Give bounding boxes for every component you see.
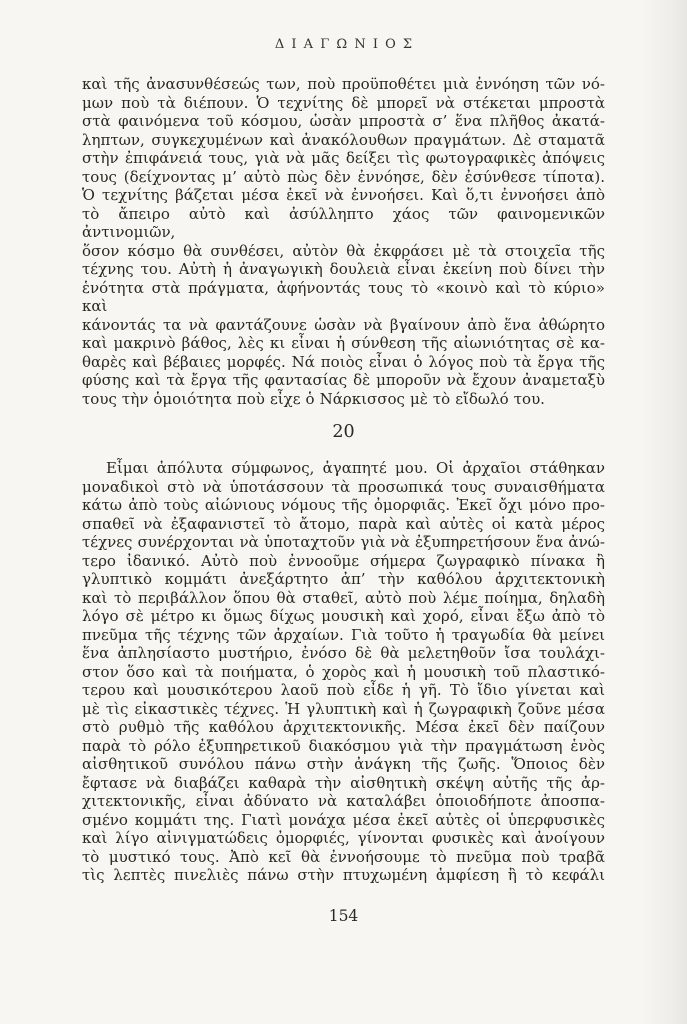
text-line: ληπτων, συγκεχυμένων καὶ ἀνακόλουθων πραγμάτων. Δὲ σταματᾶ	[82, 130, 605, 149]
text-line: ἕνα ἀπλησίαστο μυστήριο, ἐνόσο δὲ θὰ μελετηθοῦν ἴσα τουλάχι-	[82, 644, 605, 662]
text-line: ἔφτασε νὰ διαβάζει καθαρὰ τὴν αἰσθητικὴ σκέψη αὐτῆς τῆς ἀρ-	[82, 773, 605, 792]
text-line: Ὁ τεχνίτης βάζεται μέσα ἐκεῖ νὰ ἐννοήσει. Καὶ ὅ,τι ἐννοήσει ἀπὸ	[82, 186, 605, 204]
text-line: αἰσθητικοῦ συνόλου πάνω στὴν ἀνάγκη τῆς ζωῆς. Ὅποιος δὲν	[82, 755, 605, 773]
text-line: σμένο κομμάτι της. Γιατὶ μονάχα μέσα ἐκεῖ αὐτὲς οἱ ὑπερφυσικὲς	[82, 810, 605, 829]
text-line: στὸ ρυθμὸ τῆς καθόλου ἀρχιτεκτονικῆς. Μέσα ἐκεῖ δὲν παίζουν	[82, 718, 605, 736]
text-line: τους τὴν ὁμοιότητα ποὺ εἶχε ὁ Νάρκισσος μὲ τὸ εἴδωλό του.	[82, 389, 545, 408]
text-line: καὶ τὸ περιβάλλον ὅπου θὰ σταθεῖ, αὐτὸ ποὺ λέμε ποίημα, δηλαδὴ	[82, 588, 605, 607]
text-line: τερου καὶ μουσικότερου λαοῦ ποὺ εἶδε ἡ γῆ. Τὸ ἴδιο γίνεται καὶ	[82, 681, 605, 699]
paragraph-continuation	[82, 75, 605, 408]
text-line: τὸ μυστικό τους. Ἀπὸ κεῖ θὰ ἐννοήσουμε τὸ πνεῦμα ποὺ τραβᾶ	[82, 847, 605, 866]
text-line: τέχνης του. Αὐτὴ ἡ ἀναγωγικὴ δουλειὰ εἶναι ἐκείνη ποὺ δίνει τὴν	[82, 260, 605, 278]
text-line: ἑνότητα στὰ πράγματα, ἀφήνοντάς τους τὸ «κοινὸ καὶ τὸ κύριο» καὶ	[82, 278, 605, 315]
text-line: χιτεκτονικῆς, εἶναι ἀδύνατο νὰ καταλάβει ὁποιοδήποτε ἀποσπα-	[82, 792, 605, 810]
text-line: στὴν ἐπιφάνειά τους, γιὰ νὰ μᾶς δείξει τὶς φωτογραφικὲς ἀπόψεις	[82, 149, 605, 167]
running-header: ΔΙΑΓΩΝΙΟΣ	[274, 37, 420, 52]
text-line: καὶ λίγο αἰνιγματώδεις ὀμορφιές, γίνονται φυσικὲς καὶ ἀνοίγουν	[82, 829, 605, 847]
text-block	[82, 75, 605, 885]
text-line: μοναδικοὶ στὸ νὰ ὑποτάσσουν τὰ προσωπικά τους συναισθήματα	[82, 477, 605, 496]
text-line: ὅσον κόσμο θὰ συνθέσει, αὐτὸν θὰ ἐκφράσει μὲ τὰ στοιχεῖα τῆς	[82, 241, 605, 260]
text-line: παρὰ τὸ ρόλο ἐξυπηρετικοῦ διακόσμου γιὰ τὴν πραγμάτωση ἑνὸς	[82, 736, 605, 755]
text-line: καὶ τῆς ἀνασυνθέσεώς των, ποὺ προϋποθέτει μιὰ ἐννόηση τῶν νό-	[82, 75, 605, 93]
text-line: τους (δείχνοντας μ’ αὐτὸ πὼς δὲν ἐννόησε, δὲν ἐσύνθεσε τίποτα).	[82, 167, 605, 186]
text-line: λόγο σὲ μέτρο κι ὅμως δίχως μουσικὴ καὶ χορό, εἶναι ἔξω ἀπὸ τὸ	[82, 607, 605, 625]
text-line: σπαθεῖ νὰ ἐξαφανιστεῖ τὸ ἄτομο, παρὰ καὶ αὐτὲς οἱ κατὰ μέρος	[82, 514, 605, 533]
text-line: θαρὲς καὶ βέβαιες μορφές. Νά ποιὸς εἶναι ὁ λόγος ποὺ τὰ ἔργα τῆς	[82, 352, 605, 371]
section-number: 20	[332, 422, 355, 442]
text-line: καὶ μακρινὸ βάθος, λὲς κι εἶναι ἡ σύνθεση τῆς αἰωνιότητας σὲ κα-	[82, 334, 605, 352]
text-line: μὲ τὶς εἰκαστικὲς τέχνες. Ἡ γλυπτικὴ καὶ ἡ ζωγραφικὴ ζοῦνε μέσα	[82, 699, 605, 718]
text-line: γλυπτικὸ κομμάτι ἀνεξάρτητο ἀπ’ τὴν καθόλου ἀρχιτεκτονικὴ	[82, 570, 605, 588]
text-line: πνεῦμα τῆς τέχνης τῶν ἀρχαίων. Γιὰ τοῦτο ἡ τραγωδία θὰ μείνει	[82, 625, 605, 644]
text-line: τέχνες συνέρχονται νὰ ὑποταχτοῦν γιὰ νὰ ἐξυπηρετήσουν ἕνα ἀνώ-	[82, 533, 605, 551]
text-line: τὶς λεπτὲς πινελιὲς πάνω στὴν πτυχωμένη ἀμφίεση ἢ τὸ κεφάλι	[82, 866, 605, 884]
text-line: τὸ ἄπειρο αὐτὸ καὶ ἀσύλληπτο χάος τῶν φαινομενικῶν ἀντινομιῶν,	[82, 204, 605, 241]
text-line: στον ὅσο καὶ τὰ ποιήματα, ὁ χορὸς καὶ ἡ μουσικὴ τοῦ πλαστικό-	[82, 662, 605, 681]
text-line: τερο ἰδανικό. Αὐτὸ ποὺ ἐννοοῦμε σήμερα ζωγραφικὸ πίνακα ἢ	[82, 551, 605, 570]
text-line: Εἶμαι ἀπόλυτα σύμφωνος, ἀγαπητέ μου. Οἱ ἀρχαῖοι στάθηκαν	[106, 459, 605, 477]
text-line: φύσης καὶ τὰ ἔργα τῆς φαντασίας δὲ μποροῦν νὰ ἔχουν ἀναμεταξὺ	[82, 371, 605, 389]
paragraph-section-20	[82, 459, 605, 885]
text-line: μων ποὺ τὰ διέπουν. Ὁ τεχνίτης δὲ μπορεῖ νὰ στέκεται μπροστὰ	[82, 93, 605, 112]
text-line: κάνοντάς τα νὰ φαντάζουνε ὡσὰν νὰ βγαίνουν ἀπὸ ἕνα ἀθώρητο	[82, 315, 605, 334]
text-line: στὰ φαινόμενα τοῦ κόσμου, ὡσὰν μπροστὰ σ’ ἕνα πλῆθος ἀκατά-	[82, 112, 605, 130]
page-number: 154	[328, 906, 359, 925]
text-line: κάτω ἀπὸ τοὺς αἰώνιους νόμους τῆς ὀμορφιᾶς. Ἐκεῖ ὄχι μόνο προ-	[82, 496, 605, 514]
